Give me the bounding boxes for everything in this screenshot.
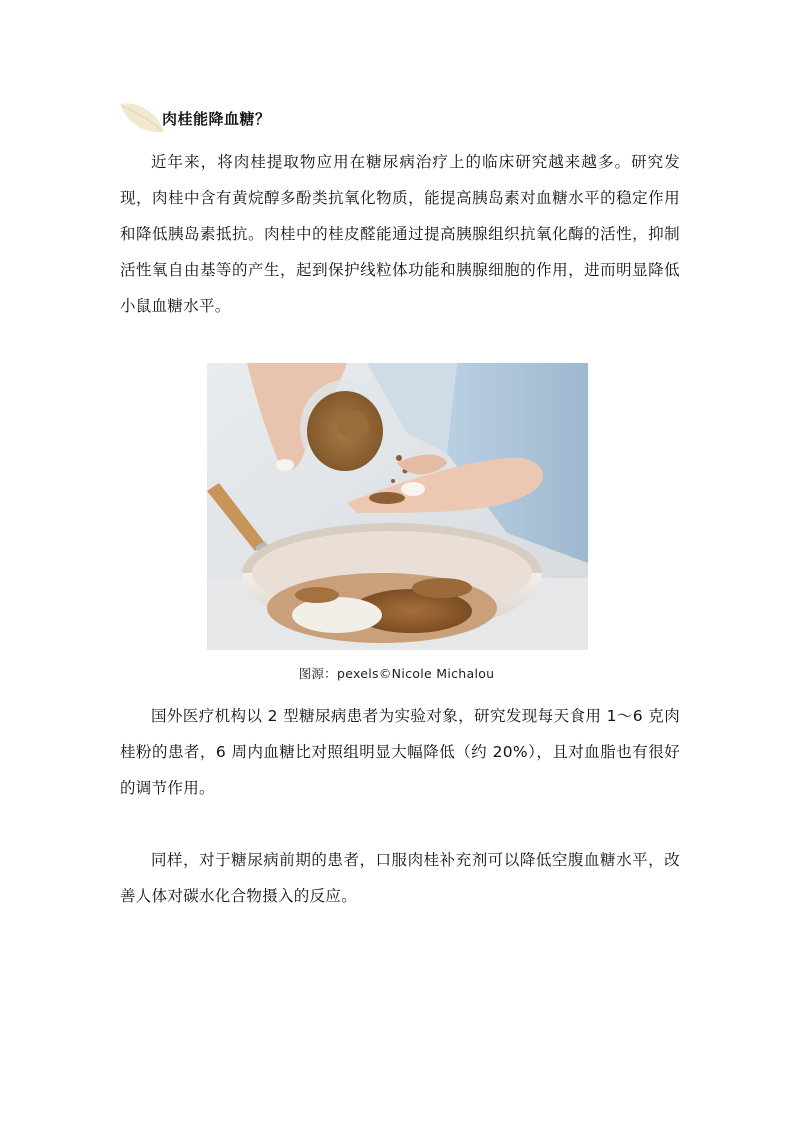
leaf-icon [118, 98, 168, 138]
section-heading [118, 98, 271, 138]
heading-title: 肉桂能降血糖？ [162, 109, 271, 128]
paragraph-prediabetes: 同样，对于糖尿病前期的患者，口服肉桂补充剂可以降低空腹血糖水平，改善人体对碳水化合物摄入的反应。 [120, 851, 680, 905]
cinnamon-photo [207, 363, 588, 650]
cinnamon-photo-illustration [207, 363, 588, 650]
paragraph-cinnamon-research: 近年来，将肉桂提取物应用在糖尿病治疗上的临床研究越来越多。研究发现，肉桂中含有黄烷醇多酚类抗氧化物质，能提高胰岛素对血糖水平的稳定作用和降低胰岛素抵抗。肉桂中的桂皮醛能通过提高胰腺组织抗氧化酶的活性，抑制活性氧自由基等的产生，起到保护线粒体功能和胰腺细胞的作用，进而明显降低小鼠血糖水平。 [120, 153, 680, 315]
photo-caption: 图源：pexels©Nicole Michalou [298, 666, 495, 681]
paragraph-clinical-study: 国外医疗机构以 2 型糖尿病患者为实验对象，研究发现每天食用 1～6 克肉桂粉的患者，6 周内血糖比对照组明显大幅降低（约 20%），且对血脂也有很好的调节作用。 [120, 707, 680, 797]
